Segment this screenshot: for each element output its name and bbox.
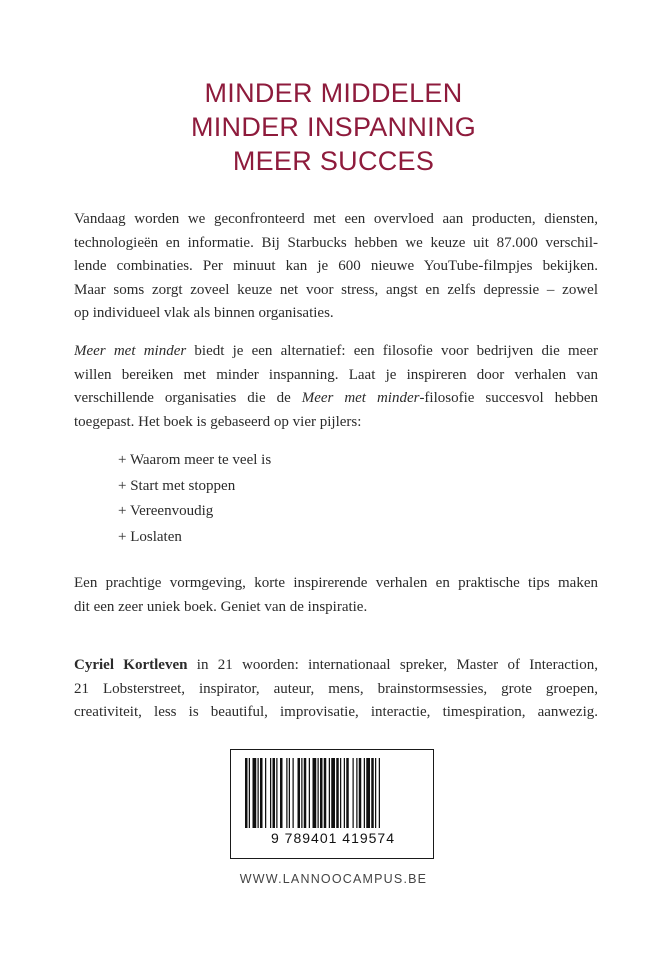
intro-line-1: Vandaag worden we geconfronteerd met een overvloed aan producten, diensten, [74,211,598,227]
isbn-barcode [230,749,434,859]
closing-paragraph [74,572,598,619]
author-bio-line-1 [74,654,598,678]
barcode-bar [331,758,335,828]
barcode-bar [309,758,310,828]
philosophy-line-3 [74,387,598,411]
barcode-bar [265,758,266,828]
cover-headline [0,76,667,178]
publisher-website: WWW.LANNOOCAMPUS.BE [239,872,428,886]
pillar-item: + Start met stoppen [118,477,236,494]
barcode-bar [379,758,380,828]
intro-paragraph [74,208,598,326]
book-title-emphasis: Meer met minder [74,343,187,359]
barcode-bar [346,758,349,828]
barcode-bar [375,758,376,828]
philosophy-line-2: willen bereiken met minder inspanning. Laat je inspireren door verhalen van [74,366,598,383]
philosophy-line-3-pre: verschillende organisaties die de [74,390,302,406]
book-title-emphasis-2: Meer met minder [301,390,420,406]
barcode-bar [324,758,327,828]
headline-line-3: MEER SUCCES [232,146,435,176]
philosophy-paragraph [74,340,598,434]
barcode-bar [253,758,257,828]
isbn-number: 9 789401 419574 [271,830,395,846]
author-name: Cyriel Kortleven [74,657,188,673]
author-bio [74,654,598,725]
intro-line-3: lende combinaties. Per minuut kan je 600 nieuwe YouTube-filmpjes bekijken. [74,258,598,274]
intro-line-2: technologieën en informatie. Bij Starbucks hebben we keuze uit 87.000 verschil- [74,234,598,251]
barcode-bar [329,758,330,828]
barcode-bar [313,758,317,828]
pillar-item: + Waarom meer te veel is [118,452,272,468]
barcode-bar [301,758,302,828]
barcode-bar [258,758,259,828]
philosophy-line-4: toegepast. Het boek is gebaseerd op vier pijlers: [74,413,362,430]
pillar-item: + Vereenvoudig [118,503,214,519]
author-bio-line-3: creativiteit, less is beautiful, improvisatie, interactie, timespiration, aanwezig. [74,704,598,720]
barcode-bar [366,758,370,828]
pillars-list [118,448,271,550]
closing-line-2: dit een zeer uniek boek. Geniet van de inspiratie. [74,598,368,615]
barcode-bar [336,758,339,828]
barcode-bar [353,758,354,828]
barcode-bar [273,758,276,828]
barcode-bar [320,758,323,828]
philosophy-line-3-post: -filosofie succesvol hebben [419,390,598,406]
barcode-bar [344,758,345,828]
author-bio-line-1-text: in 21 woorden: internationaal spreker, Master of Interaction, [187,657,598,673]
barcode-bar [260,758,263,828]
pillar-item: + Loslaten [118,528,182,545]
barcode-bar [364,758,365,828]
author-bio-line-2: 21 Lobsterstreet, inspirator, auteur, mens, brainstormsessies, grote groepen, [74,680,598,697]
barcode-bar [289,758,290,828]
barcode-bars [231,750,432,830]
barcode-bar [280,758,283,828]
barcode-bar [356,758,357,828]
barcode-bar [276,758,277,828]
intro-line-4: Maar soms zorgt zoveel keuze net voor stress, angst en zelfs depressie – zowel [74,281,598,298]
closing-line-1: Een prachtige vormgeving, korte inspirerende verhalen en praktische tips maken [74,575,598,591]
intro-line-5: op individueel vlak als binnen organisaties. [74,305,334,321]
barcode-bar [340,758,341,828]
barcode-bar [270,758,271,828]
headline-line-1: MINDER MIDDELEN [204,78,463,108]
barcode-bar [304,758,307,828]
barcode-bar [249,758,250,828]
barcode-bar [298,758,301,828]
philosophy-line-1 [74,340,598,364]
headline-line-2: MINDER INSPANNING [190,112,477,142]
barcode-bar [245,758,248,828]
philosophy-line-1-text: biedt je een alternatief: een filosofie voor bedrijven die meer [186,343,598,359]
barcode-bar [286,758,287,828]
barcode-bar [293,758,294,828]
barcode-bar [359,758,362,828]
barcode-bar [318,758,319,828]
barcode-bar [371,758,374,828]
